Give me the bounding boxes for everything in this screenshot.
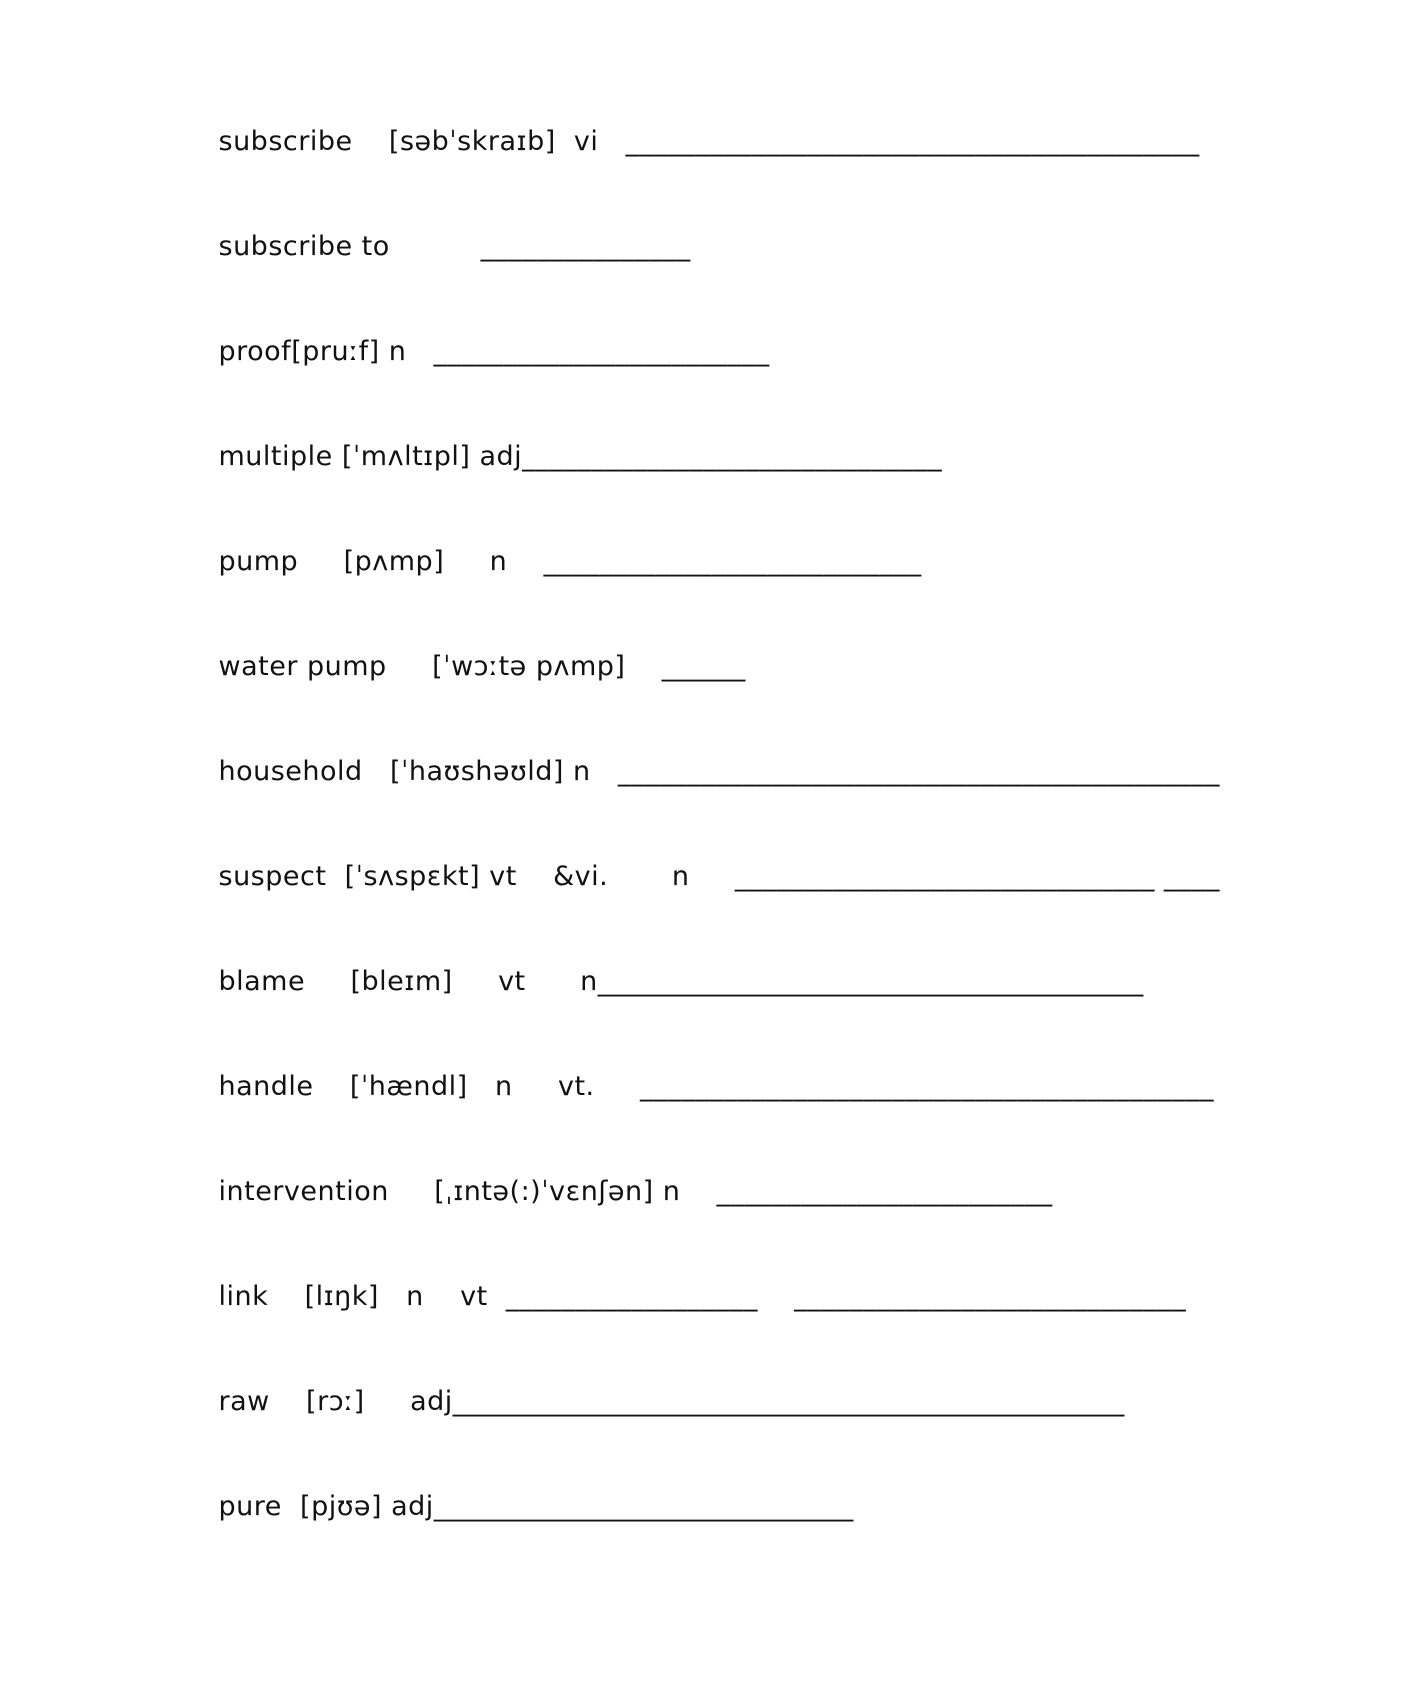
vocab-entry: subscribe [səbˈskraɪb] vi _________________________________________ [218, 126, 1200, 157]
vocab-row-multiple [167, 391, 1267, 496]
vocab-entry: pure [pjʊə] adj______________________________ [218, 1491, 854, 1522]
vocab-row-subscribe-to [167, 181, 1267, 286]
vocab-row-subscribe [167, 76, 1267, 181]
vocab-row-proof [167, 286, 1267, 391]
vocab-entry: suspect [ˈsʌspɛkt] vt &vi. n ______________________________ ____ [218, 861, 1220, 892]
vocab-entry: handle [ˈhændl] n vt. _________________________________________ [218, 1071, 1215, 1102]
vocab-row-blame [167, 916, 1267, 1021]
vocab-row-water-pump [167, 601, 1267, 706]
vocab-entry: intervention [ˌɪntə(:)ˈvɛnʃən] n ________________________ [218, 1176, 1053, 1207]
vocab-row-household [167, 706, 1267, 811]
vocab-entry: household [ˈhaʊshəʊld] n ___________________________________________ [218, 756, 1220, 787]
vocab-entry: pump [pʌmp] n ___________________________ [218, 546, 922, 577]
vocab-entry: subscribe to _______________ [218, 231, 691, 262]
vocab-row-suspect [167, 811, 1267, 916]
vocab-entry: blame [bleɪm] vt n_______________________________________ [218, 966, 1144, 997]
vocab-entry: water pump [ˈwɔːtə pʌmp] ______ [218, 651, 746, 682]
vocab-row-intervention [167, 1126, 1267, 1231]
vocab-row-raw [167, 1336, 1267, 1441]
vocab-entry: proof[pruːf] n ________________________ [218, 336, 770, 367]
vocab-row-handle [167, 1021, 1267, 1126]
vocab-entry: raw [rɔː] adj________________________________________________ [218, 1386, 1125, 1417]
vocab-entry: link [lɪŋk] n vt __________________ ____________________________ [218, 1281, 1187, 1312]
vocab-row-pump [167, 496, 1267, 601]
vocab-row-link [167, 1231, 1267, 1336]
vocabulary-list [167, 76, 1267, 1546]
vocab-row-pure [167, 1441, 1267, 1546]
vocab-entry: multiple [ˈmʌltɪpl] adj______________________________ [218, 441, 943, 472]
